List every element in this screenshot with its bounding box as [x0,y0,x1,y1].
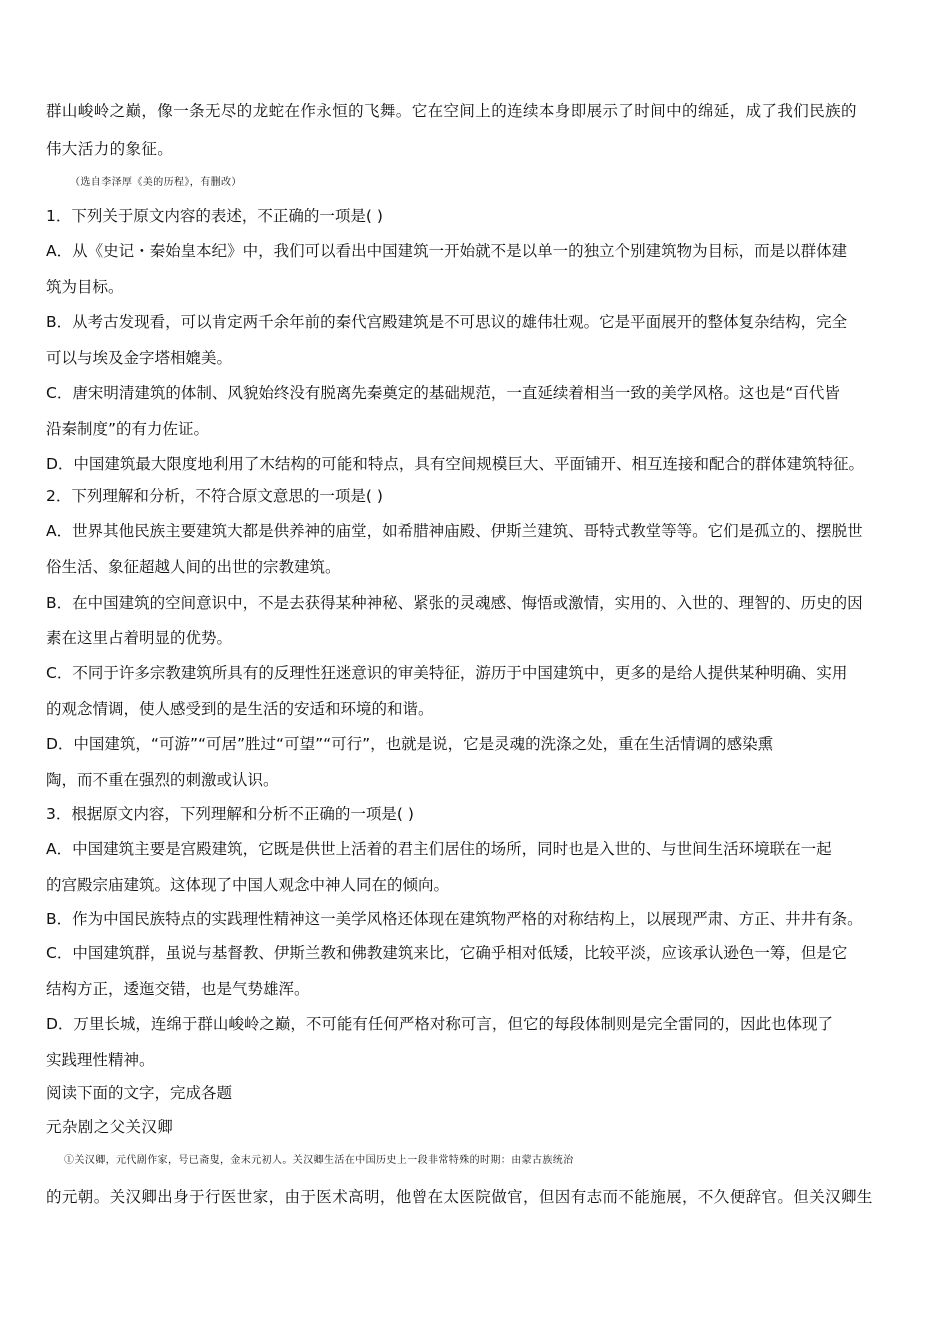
question-3-option-c: C．中国建筑群，虽说与基督教、伊斯兰教和佛教建筑来比，它确乎相对低矮，比较平淡，应该承认逊色一筹，但是它 [46,944,848,962]
article-paragraph-line: 的元朝。关汉卿出身于行医世家，由于医术高明，他曾在太医院做官，但因有志而不能施展，不久便辞官。但关汉卿生 [46,1188,873,1206]
question-1-option-c: C．唐宋明清建筑的体制、风貌始终没有脱离先秦奠定的基础规范，一直延续着相当一致的美学风格。这也是“百代皆 [46,384,840,402]
question-3-option-a-cont: 的宫殿宗庙建筑。这体现了中国人观念中神人同在的倾向。 [46,876,450,894]
question-2-option-b: B．在中国建筑的空间意识中，不是去获得某种神秘、紧张的灵魂感、悔悟或激情，实用的、入世的、理智的、历史的因 [46,594,863,612]
reading-instruction: 阅读下面的文字，完成各题 [46,1084,233,1102]
question-3-option-b: B．作为中国民族特点的实践理性精神这一美学风格还体现在建筑物严格的对称结构上，以展现严肃、方正、井井有条。 [46,910,863,928]
question-1-option-c-cont: 沿秦制度”的有力佐证。 [46,420,210,438]
question-3-option-d: D．万里长城，连绵于群山峻岭之巅，不可能有任何严格对称可言，但它的每段体制则是完全雷同的，因此也体现了 [46,1015,833,1033]
question-3-option-c-cont: 结构方正，逶迤交错，也是气势雄浑。 [46,980,310,998]
question-1-option-d: D．中国建筑最大限度地利用了木结构的可能和特点，具有空间规模巨大、平面铺开、相互连接和配合的群体建筑特征。 [46,455,864,473]
question-2-stem: 2．下列理解和分析，不符合原文意思的一项是( ) [46,487,383,505]
question-2-option-d-cont: 陶，而不重在强烈的刺激或认识。 [46,771,279,789]
question-2-option-c-cont: 的观念情调，使人感受到的是生活的安适和环境的和谐。 [46,700,434,718]
question-1-option-b-cont: 可以与埃及金字塔相媲美。 [46,349,233,367]
passage-line: 群山峻岭之巅，像一条无尽的龙蛇在作永恒的飞舞。它在空间上的连续本身即展示了时间中的绵延，成了我们民族的 [46,102,857,120]
question-2-option-c: C．不同于许多宗教建筑所具有的反理性狂迷意识的审美特征，游历于中国建筑中，更多的是给人提供某种明确、实用 [46,664,848,682]
question-2-option-d: D．中国建筑，“可游”“可居”胜过“可望”“可行”，也就是说，它是灵魂的洗涤之处，重在生活情调的感染熏 [46,735,774,753]
question-2-option-a: A．世界其他民族主要建筑大都是供养神的庙堂，如希腊神庙殿、伊斯兰建筑、哥特式教堂等等。它们是孤立的、摆脱世 [46,522,863,540]
question-3-option-d-cont: 实践理性精神。 [46,1051,155,1069]
passage-line: 伟大活力的象征。 [46,140,174,158]
question-2-option-b-cont: 素在这里占着明显的优势。 [46,629,233,647]
question-2-option-a-cont: 俗生活、象征超越人间的出世的宗教建筑。 [46,558,341,576]
question-3-option-a: A．中国建筑主要是宫殿建筑，它既是供世上活着的君主们居住的场所，同时也是入世的、与世间生活环境联在一起 [46,840,832,858]
question-1-option-a-cont: 筑为目标。 [46,278,124,296]
question-1-option-a: A．从《史记・秦始皇本纪》中，我们可以看出中国建筑一开始就不是以单一的独立个别建筑物为目标，而是以群体建 [46,242,848,260]
article-paragraph-line: ①关汉卿，元代剧作家，号已斋叟，金末元初人。关汉卿生活在中国历史上一段非常特殊的时期：由蒙古族统治 [64,1155,574,1166]
question-3-stem: 3．根据原文内容，下列理解和分析不正确的一项是( ) [46,805,414,823]
question-1-option-b: B．从考古发现看，可以肯定两千余年前的秦代宫殿建筑是不可思议的雄伟壮观。它是平面展开的整体复杂结构，完全 [46,313,848,331]
question-1-stem: 1．下列关于原文内容的表述，不正确的一项是( ) [46,207,383,225]
passage-source: （选自李泽厚《美的历程》，有删改） [70,177,242,188]
article-title: 元杂剧之父关汉卿 [46,1118,174,1136]
